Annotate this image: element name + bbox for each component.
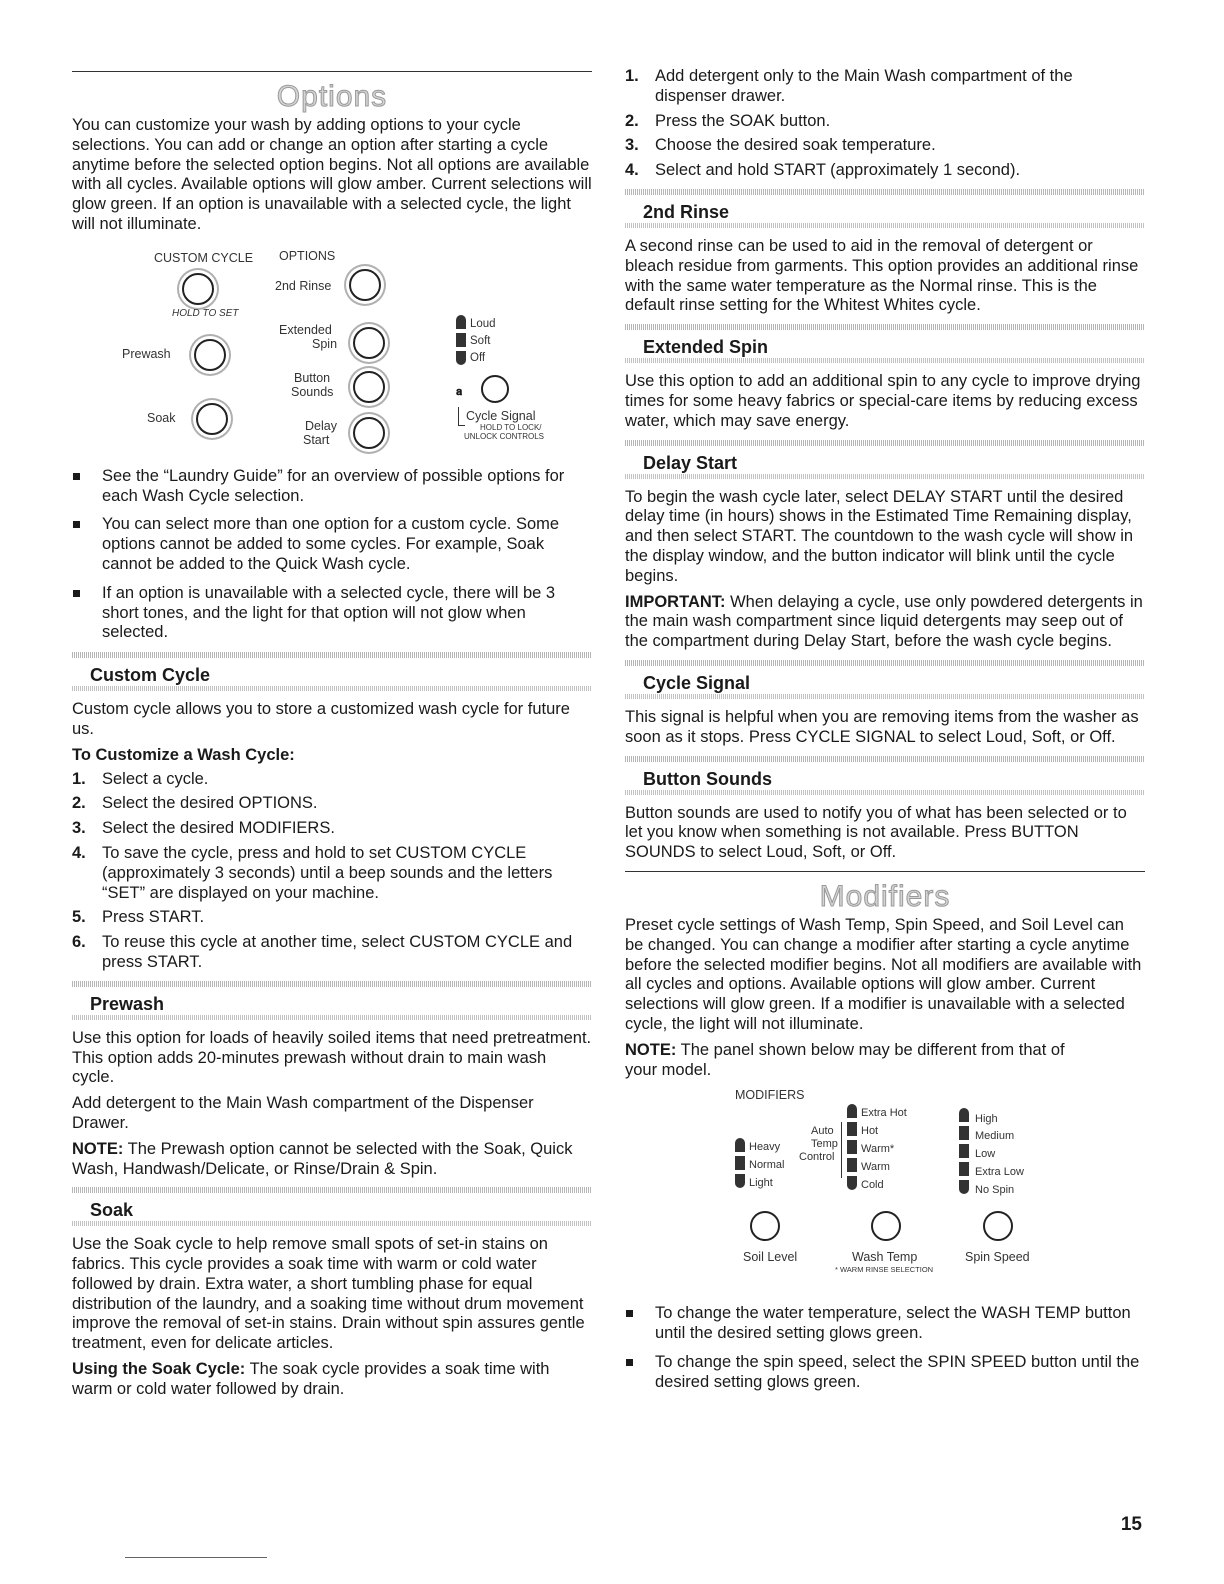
prewash-detergent-text: Add detergent to the Main Wash compartment of the Dispenser Drawer.	[72, 1094, 534, 1132]
bottom-underline	[125, 1557, 267, 1558]
prewash-heading: Prewash	[90, 993, 165, 1014]
bullet-square	[626, 1359, 633, 1366]
modifiers-heading: Modifiers	[819, 879, 951, 913]
soil-light-indicator	[735, 1174, 745, 1188]
custom-cycle-text: Custom cycle allows you to store a customized wash cycle for future us.	[72, 700, 570, 738]
modifiers-bullets	[625, 1304, 1145, 1392]
list-item: You can select more than one option for a custom cycle. Some options cannot be added to some cycles. For example, Soak cannot be added to the Quick Wash cycle.	[72, 515, 592, 574]
options-intro: You can customize your wash by adding options to your cycle selections. You can add or change an option after starting a cycle anytime before the selected option begins. Not all options are available with all cycles. Available options will glow amber. Current selections will glow green. If an option is unavailable with a selected cycle, the light will not illuminate.	[72, 116, 592, 233]
modifiers-control-panel	[625, 1086, 1145, 1296]
left-column	[72, 60, 592, 1406]
soak-steps	[625, 67, 1145, 181]
cycle-signal-text: This signal is helpful when you are removing items from the washer as soon as it stops. Press CYCLE SIGNAL to select Loud, Soft, or Off.	[625, 707, 1139, 746]
extended-spin-text: Use this option to add an additional spin to any cycle to improve drying times for some heavy fabrics or special-care items by reducing excess water, which may save energy.	[625, 372, 1141, 430]
delay-label: Delay	[305, 418, 337, 433]
soak-button[interactable]	[196, 403, 228, 435]
second-rinse-label: 2nd Rinse	[275, 278, 332, 293]
cycle-signal-button[interactable]	[481, 375, 509, 403]
list-item: 3. Select the desired MODIFIERS.	[72, 819, 335, 838]
right-column	[625, 67, 1145, 1401]
cycle-signal-heading: Cycle Signal	[643, 672, 751, 693]
list-item: 3. Choose the desired soak temperature.	[625, 136, 936, 155]
normal-label: Normal	[749, 1159, 785, 1172]
sounds-label: Sounds	[291, 384, 334, 399]
list-item: 2. Select the desired OPTIONS.	[72, 794, 318, 813]
auto-label: Auto	[811, 1125, 834, 1138]
soft-label: Soft	[470, 334, 491, 347]
cycle-signal-label: Cycle Signal	[466, 408, 536, 423]
spin-label: Spin	[312, 336, 338, 351]
temp-cold-indicator	[847, 1176, 857, 1190]
extended-spin-heading: Extended Spin	[643, 337, 769, 358]
soil-level-button[interactable]	[750, 1211, 780, 1241]
customize-subheading: To Customize a Wash Cycle:	[72, 745, 295, 764]
high-label: High	[975, 1113, 998, 1126]
section-divider	[625, 660, 1145, 666]
prewash-button[interactable]	[194, 339, 226, 371]
delay-start-button[interactable]	[353, 417, 385, 449]
section-divider	[72, 652, 592, 658]
list-item: 5. Press START.	[72, 908, 205, 927]
heavy-label: Heavy	[749, 1141, 781, 1154]
page-number: 15	[1120, 1514, 1142, 1535]
no-spin-label: No Spin	[975, 1184, 1015, 1197]
modifiers-label: MODIFIERS	[735, 1088, 805, 1103]
list-item: 4. Select and hold START (approximately 1 second).	[625, 161, 1021, 180]
loud-label: Loud	[470, 317, 496, 330]
hot-label: Hot	[861, 1125, 879, 1138]
unlock-controls-label: UNLOCK CONTROLS	[464, 431, 545, 441]
bullet-square	[73, 590, 80, 597]
extended-spin-button[interactable]	[353, 327, 385, 359]
section-divider	[72, 1187, 592, 1193]
spin-no-spin-indicator	[959, 1180, 969, 1194]
options-bullets	[72, 467, 592, 643]
bullet-square	[626, 1310, 633, 1317]
delay-start-heading: Delay Start	[643, 452, 738, 473]
soak-text: Use the Soak cycle to help remove small spots of set-in stains on fabrics. This cycle provides a soak time with warm or cold water followed by drain. Extra water, a short tumbling phase for equal distribution of the laundry, and a soaking time without drum movement improve the removal of set-in stains. Drain without spin assures gentle treatment, even for delicate articles.	[72, 1235, 585, 1353]
button-sounds-button[interactable]	[353, 371, 385, 403]
options-heading: Options	[276, 80, 388, 113]
options-control-panel	[72, 241, 592, 461]
low-label: Low	[975, 1148, 996, 1161]
delay-start-important: IMPORTANT: When delaying a cycle, use only powdered detergents in the main wash compartment since liquid detergents may seep out of the compartment during Delay Start, before the wash cycle begins.	[625, 592, 1143, 651]
hold-to-set-label: HOLD TO SET	[172, 307, 239, 319]
loud-indicator	[456, 315, 466, 329]
list-item: To change the spin speed, select the SPIN SPEED button until the desired setting glows green.	[625, 1353, 1145, 1393]
soil-normal-indicator	[735, 1156, 745, 1170]
section-divider	[625, 324, 1145, 330]
custom-cycle-heading: Custom Cycle	[90, 665, 211, 686]
warm-star-label: Warm*	[861, 1143, 895, 1156]
section-divider	[625, 694, 1145, 699]
button-sounds-text: Button sounds are used to notify you of what has been selected or to let you know when something is not available. Press BUTTON SOUNDS to select Loud, Soft, or Off.	[625, 803, 1127, 862]
spin-high-indicator	[959, 1108, 969, 1122]
section-divider	[72, 1221, 592, 1226]
medium-label: Medium	[975, 1130, 1015, 1143]
spin-low-indicator	[959, 1144, 969, 1158]
cycle-signal-bracket	[458, 407, 465, 426]
soak-label: Soak	[147, 410, 176, 425]
spin-medium-indicator	[959, 1126, 969, 1140]
button-sounds-heading: Button Sounds	[643, 768, 772, 789]
list-item: 1. Add detergent only to the Main Wash compartment of the dispenser drawer.	[625, 67, 1073, 105]
list-item: If an option is unavailable with a selected cycle, there will be 3 short tones, and the light for that option will not glow when selected.	[72, 584, 592, 643]
list-item: See the “Laundry Guide” for an overview of possible options for each Wash Cycle selection.	[72, 467, 592, 507]
modifiers-intro: Preset cycle settings of Wash Temp, Spin Speed, and Soil Level can be changed. You can change a modifier after starting a cycle anytime before the selected modifier begins. Not all modifiers are available with all cycles and options. Available options will glow amber. Current selections will glow green. If a modifier is unavailable with a selected cycle, the light will not illuminate.	[625, 915, 1142, 1033]
list-item: 2. Press the SOAK button.	[625, 111, 831, 130]
list-item: 4. To save the cycle, press and hold to set CUSTOM CYCLE (approximately 3 seconds) until a beep sounds and the letters “SET” are displayed on your machine.	[72, 843, 553, 902]
custom-cycle-button[interactable]	[182, 273, 214, 305]
delay-start-text: To begin the wash cycle later, select DELAY START until the desired delay time (in hours) shows in the Estimated Time Remaining display, and then select START. The countdown to the wash cycle will show in the display window, and the button indicator will blink until the cycle begins.	[625, 487, 1134, 585]
start-label: Start	[303, 432, 330, 447]
temp-warm-star-indicator	[847, 1140, 857, 1154]
soft-indicator	[456, 333, 466, 347]
temp-extra-hot-indicator	[847, 1104, 857, 1118]
extra-low-label: Extra Low	[975, 1166, 1024, 1179]
second-rinse-button[interactable]	[349, 269, 381, 301]
control-label: Control	[799, 1151, 835, 1164]
list-item: To change the water temperature, select the WASH TEMP button until the desired setting glows green.	[625, 1304, 1145, 1344]
lock-icon: 𝐚	[456, 385, 463, 398]
using-soak-text: Using the Soak Cycle: The soak cycle provides a soak time with warm or cold water followed by drain.	[72, 1360, 550, 1398]
modifiers-rule	[625, 871, 1145, 872]
warm-label: Warm	[861, 1161, 890, 1174]
button-label: Button	[294, 370, 331, 385]
light-label: Light	[749, 1177, 773, 1190]
prewash-text: Use this option for loads of heavily soiled items that need pretreatment. This option adds 20-minutes prewash without drain to main wash cycle.	[72, 1028, 592, 1087]
list-item: 1. Select a cycle.	[72, 769, 209, 788]
bullet-square	[73, 473, 80, 480]
top-rule	[72, 71, 592, 72]
prewash-label: Prewash	[122, 346, 171, 361]
extended-label: Extended	[279, 322, 332, 337]
temp-warm-indicator	[847, 1158, 857, 1172]
options-label: OPTIONS	[279, 248, 336, 263]
wash-temp-label: Wash Temp	[852, 1250, 918, 1265]
soil-level-label: Soil Level	[743, 1250, 798, 1265]
section-divider	[625, 223, 1145, 228]
spin-speed-button[interactable]	[983, 1211, 1013, 1241]
second-rinse-heading: 2nd Rinse	[643, 201, 730, 222]
list-item: 6. To reuse this cycle at another time, select CUSTOM CYCLE and press START.	[72, 933, 573, 971]
second-rinse-text: A second rinse can be used to aid in the removal of detergent or bleach residue from garments. This option provides an additional rinse with the same water temperature as the Normal rinse. This is the default rinse setting for the Whitest Whites cycle.	[625, 236, 1139, 315]
temp-label: Temp	[811, 1138, 838, 1151]
section-divider	[625, 790, 1145, 795]
section-divider	[625, 358, 1145, 363]
wash-temp-button[interactable]	[871, 1211, 901, 1241]
warm-rinse-label: * WARM RINSE SELECTION	[835, 1265, 934, 1275]
section-divider	[625, 474, 1145, 479]
off-indicator	[456, 351, 466, 365]
spin-extra-low-indicator	[959, 1162, 969, 1176]
section-divider	[72, 686, 592, 691]
spin-speed-label: Spin Speed	[965, 1250, 1030, 1265]
section-divider	[625, 189, 1145, 195]
temp-hot-indicator	[847, 1122, 857, 1136]
auto-temp-bracket	[841, 1122, 842, 1178]
prewash-note: NOTE: The Prewash option cannot be selected with the Soak, Quick Wash, Handwash/Delicate, or Rinse/Drain & Spin.	[72, 1139, 573, 1178]
custom-cycle-label: CUSTOM CYCLE	[154, 250, 254, 265]
section-divider	[625, 440, 1145, 446]
hold-to-lock-label: HOLD TO LOCK/	[480, 422, 542, 432]
customize-steps	[72, 770, 592, 973]
bullet-square	[73, 521, 80, 528]
cold-label: Cold	[861, 1179, 884, 1192]
modifiers-note: NOTE: The panel shown below may be different from that of your model.	[625, 1040, 1065, 1079]
extra-hot-label: Extra Hot	[861, 1107, 907, 1120]
section-divider	[72, 1015, 592, 1020]
soil-heavy-indicator	[735, 1138, 745, 1152]
soak-heading: Soak	[90, 1200, 134, 1221]
section-divider	[72, 981, 592, 987]
section-divider	[625, 756, 1145, 762]
off-label: Off	[470, 351, 486, 364]
